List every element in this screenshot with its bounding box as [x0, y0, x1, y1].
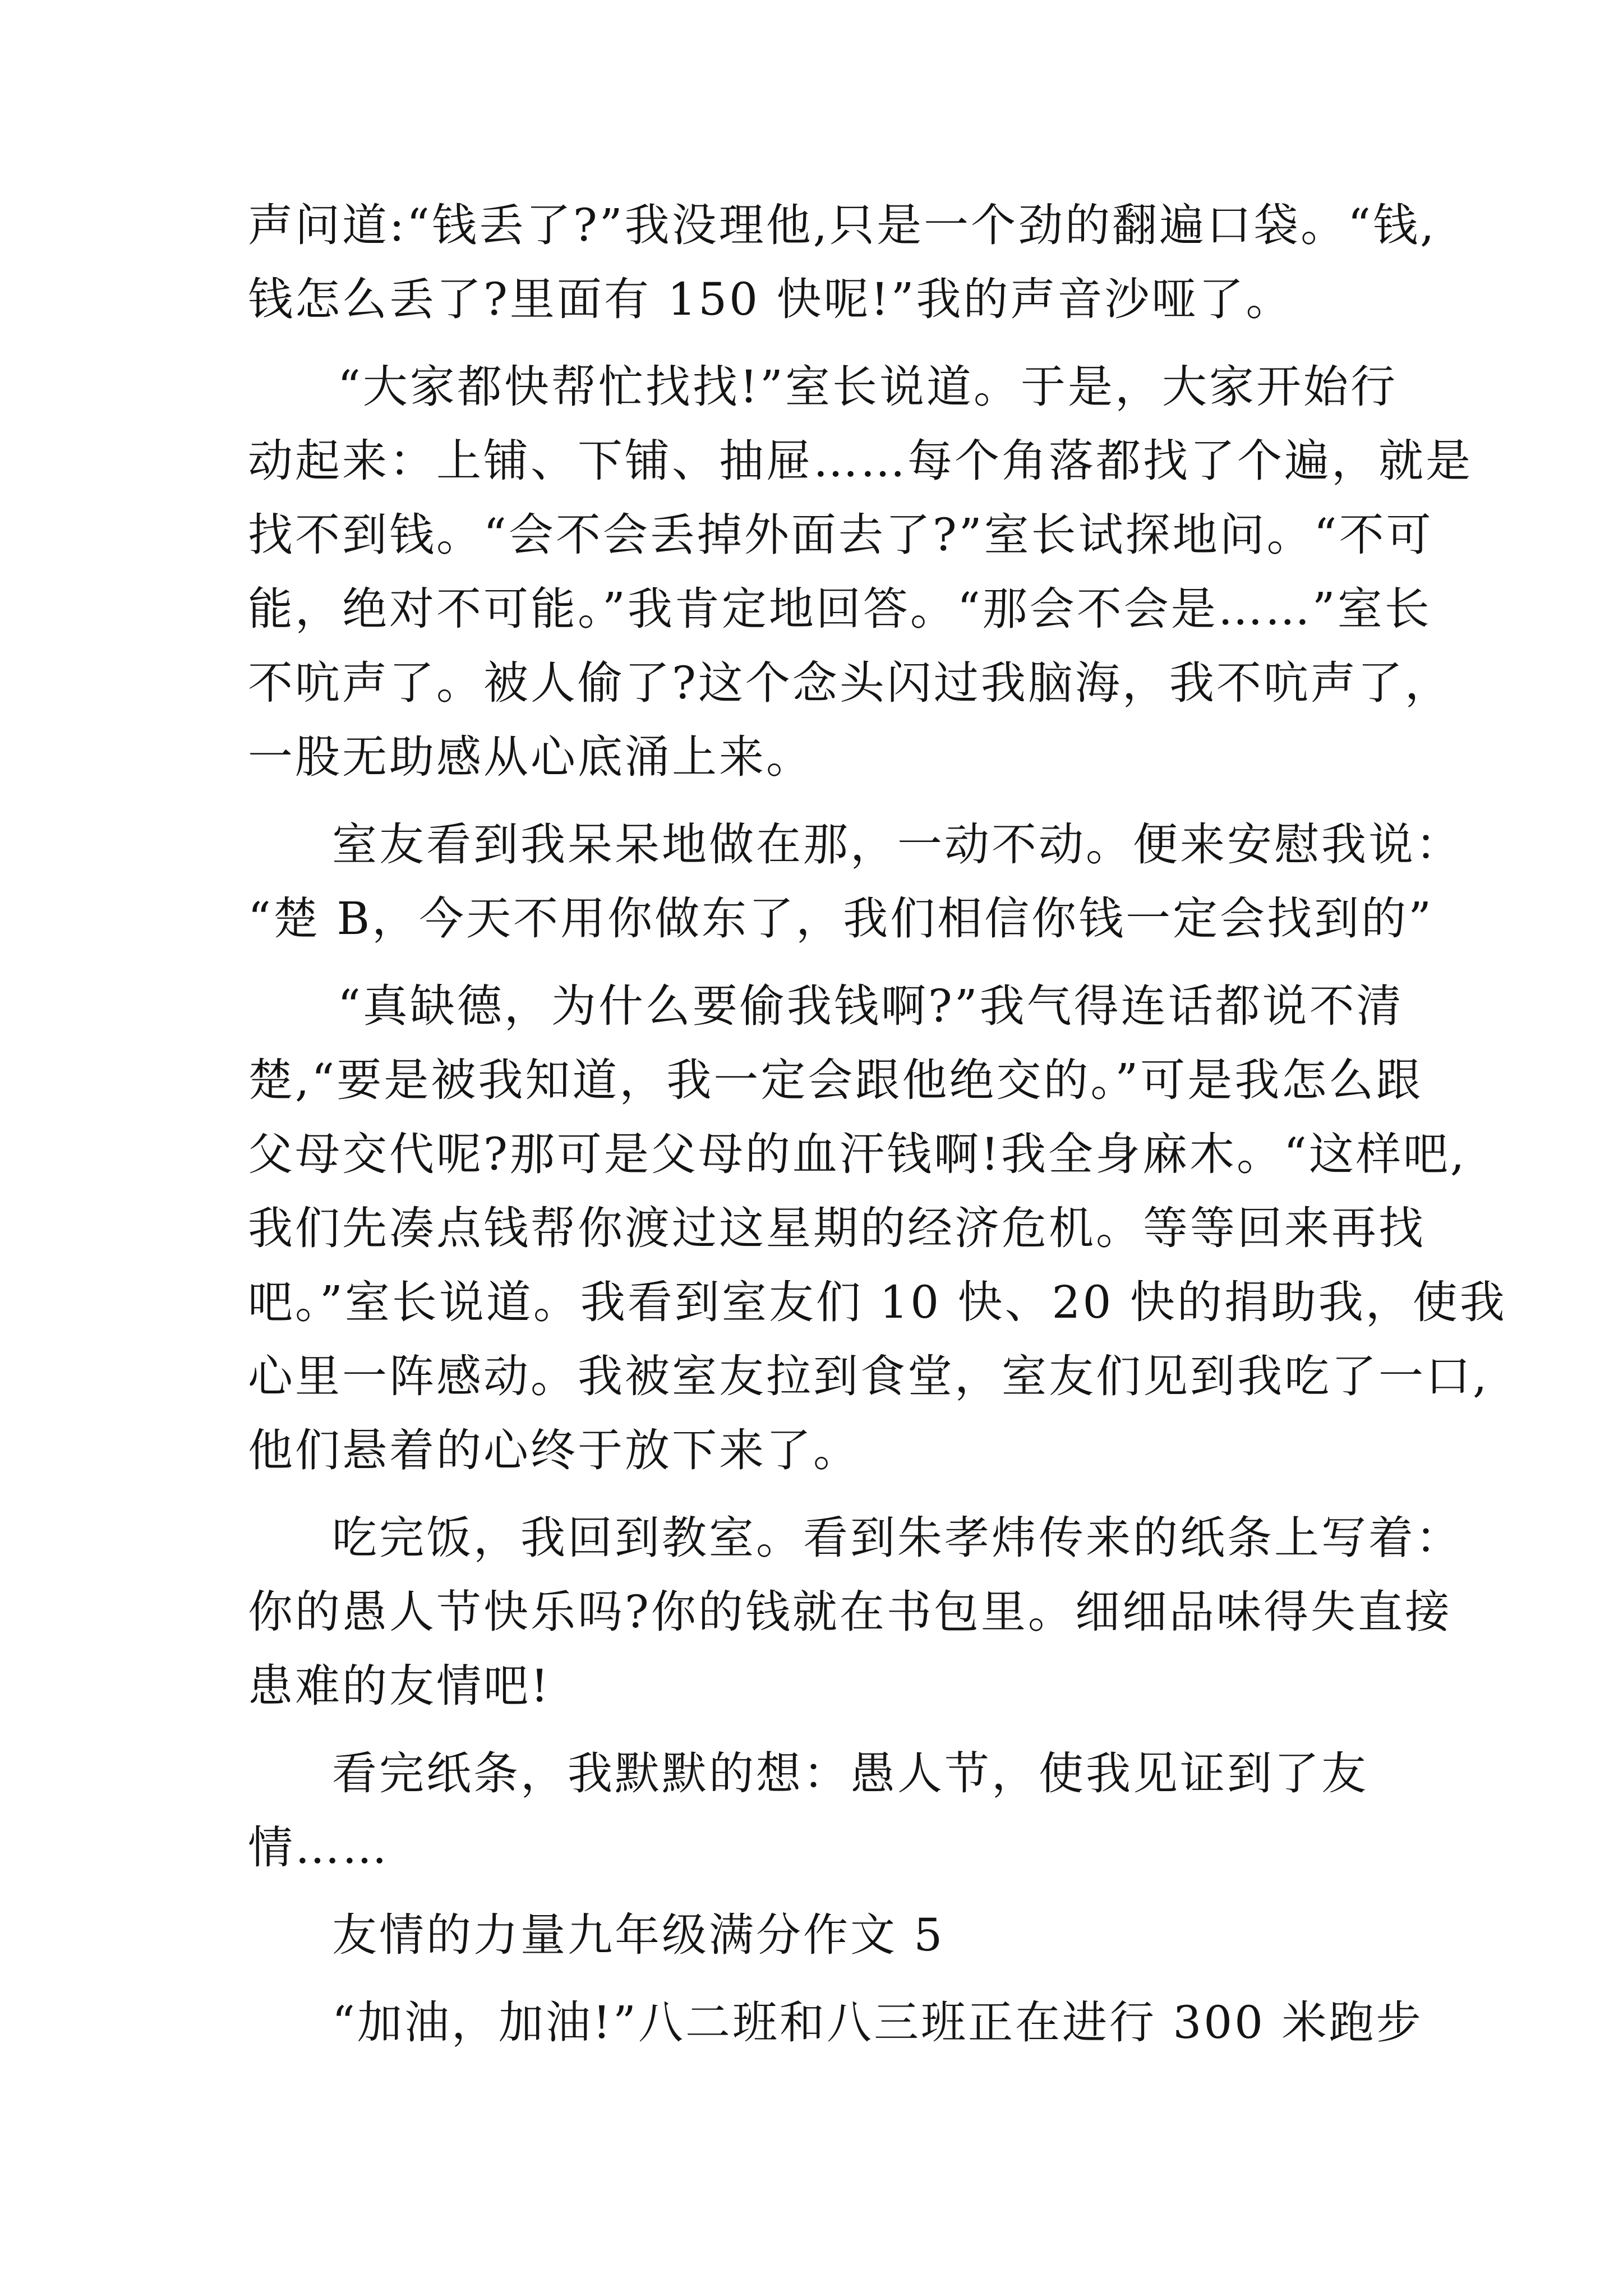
text-line: 一股无助感从心底涌上来。 [248, 731, 813, 783]
text-line: 室友看到我呆呆地做在那，一动不动。便来安慰我说： [332, 818, 1463, 871]
text-line: 声问道:“钱丢了?”我没理他,只是一个劲的翻遍口袋。“钱, [248, 199, 1437, 251]
text-line: 吧。”室长说道。我看到室友们 10 快、20 快的捐助我，使我 [248, 1276, 1507, 1328]
text-line: 你的愚人节快乐吗?你的钱就在书包里。细细品味得失直接 [248, 1586, 1452, 1638]
text-line: 不吭声了。被人偷了?这个念头闪过我脑海，我不吭声了， [248, 657, 1452, 709]
text-line: “楚 B，今天不用你做东了，我们相信你钱一定会找到的” [248, 892, 1434, 945]
text-line: 动起来：上铺、下铺、抽屉……每个角落都找了个遍，就是 [248, 435, 1473, 487]
text-line: 钱怎么丢了?里面有 150 快呢!”我的声音沙哑了。 [248, 273, 1293, 325]
text-line: 他们悬着的心终于放下来了。 [248, 1424, 860, 1476]
text-line: 心里一阵感动。我被室友拉到食堂，室友们见到我吃了一口, [248, 1350, 1490, 1402]
text-line: “大家都快帮忙找找!”室长说道。于是，大家开始行 [338, 361, 1398, 413]
text-line: 楚,“要是被我知道，我一定会跟他绝交的。”可是我怎么跟 [248, 1054, 1423, 1106]
text-line: “加油，加油!”八二班和八三班正在进行 300 米跑步 [332, 1996, 1423, 2049]
text-line: 患难的友情吧! [248, 1660, 551, 1712]
section-heading: 友情的力量九年级满分作文 5 [332, 1909, 945, 1961]
text-line: 我们先凑点钱帮你渡过这星期的经济危机。等等回来再找 [248, 1202, 1426, 1254]
text-line: “真缺德，为什么要偷我钱啊?”我气得连话都说不清 [338, 980, 1404, 1032]
text-line: 父母交代呢?那可是父母的血汗钱啊!我全身麻木。“这样吧, [248, 1128, 1467, 1180]
text-line: 看完纸条，我默默的想：愚人节，使我见证到了友 [332, 1747, 1368, 1800]
text-line: 找不到钱。“会不会丢掉外面去了?”室长试探地问。“不可 [248, 509, 1433, 561]
text-line: 吃完饭，我回到教室。看到朱孝炜传来的纸条上写着： [332, 1512, 1463, 1564]
text-line: 能，绝对不可能。”我肯定地回答。“那会不会是……”室长 [248, 583, 1432, 635]
text-line: 情…… [248, 1821, 389, 1874]
